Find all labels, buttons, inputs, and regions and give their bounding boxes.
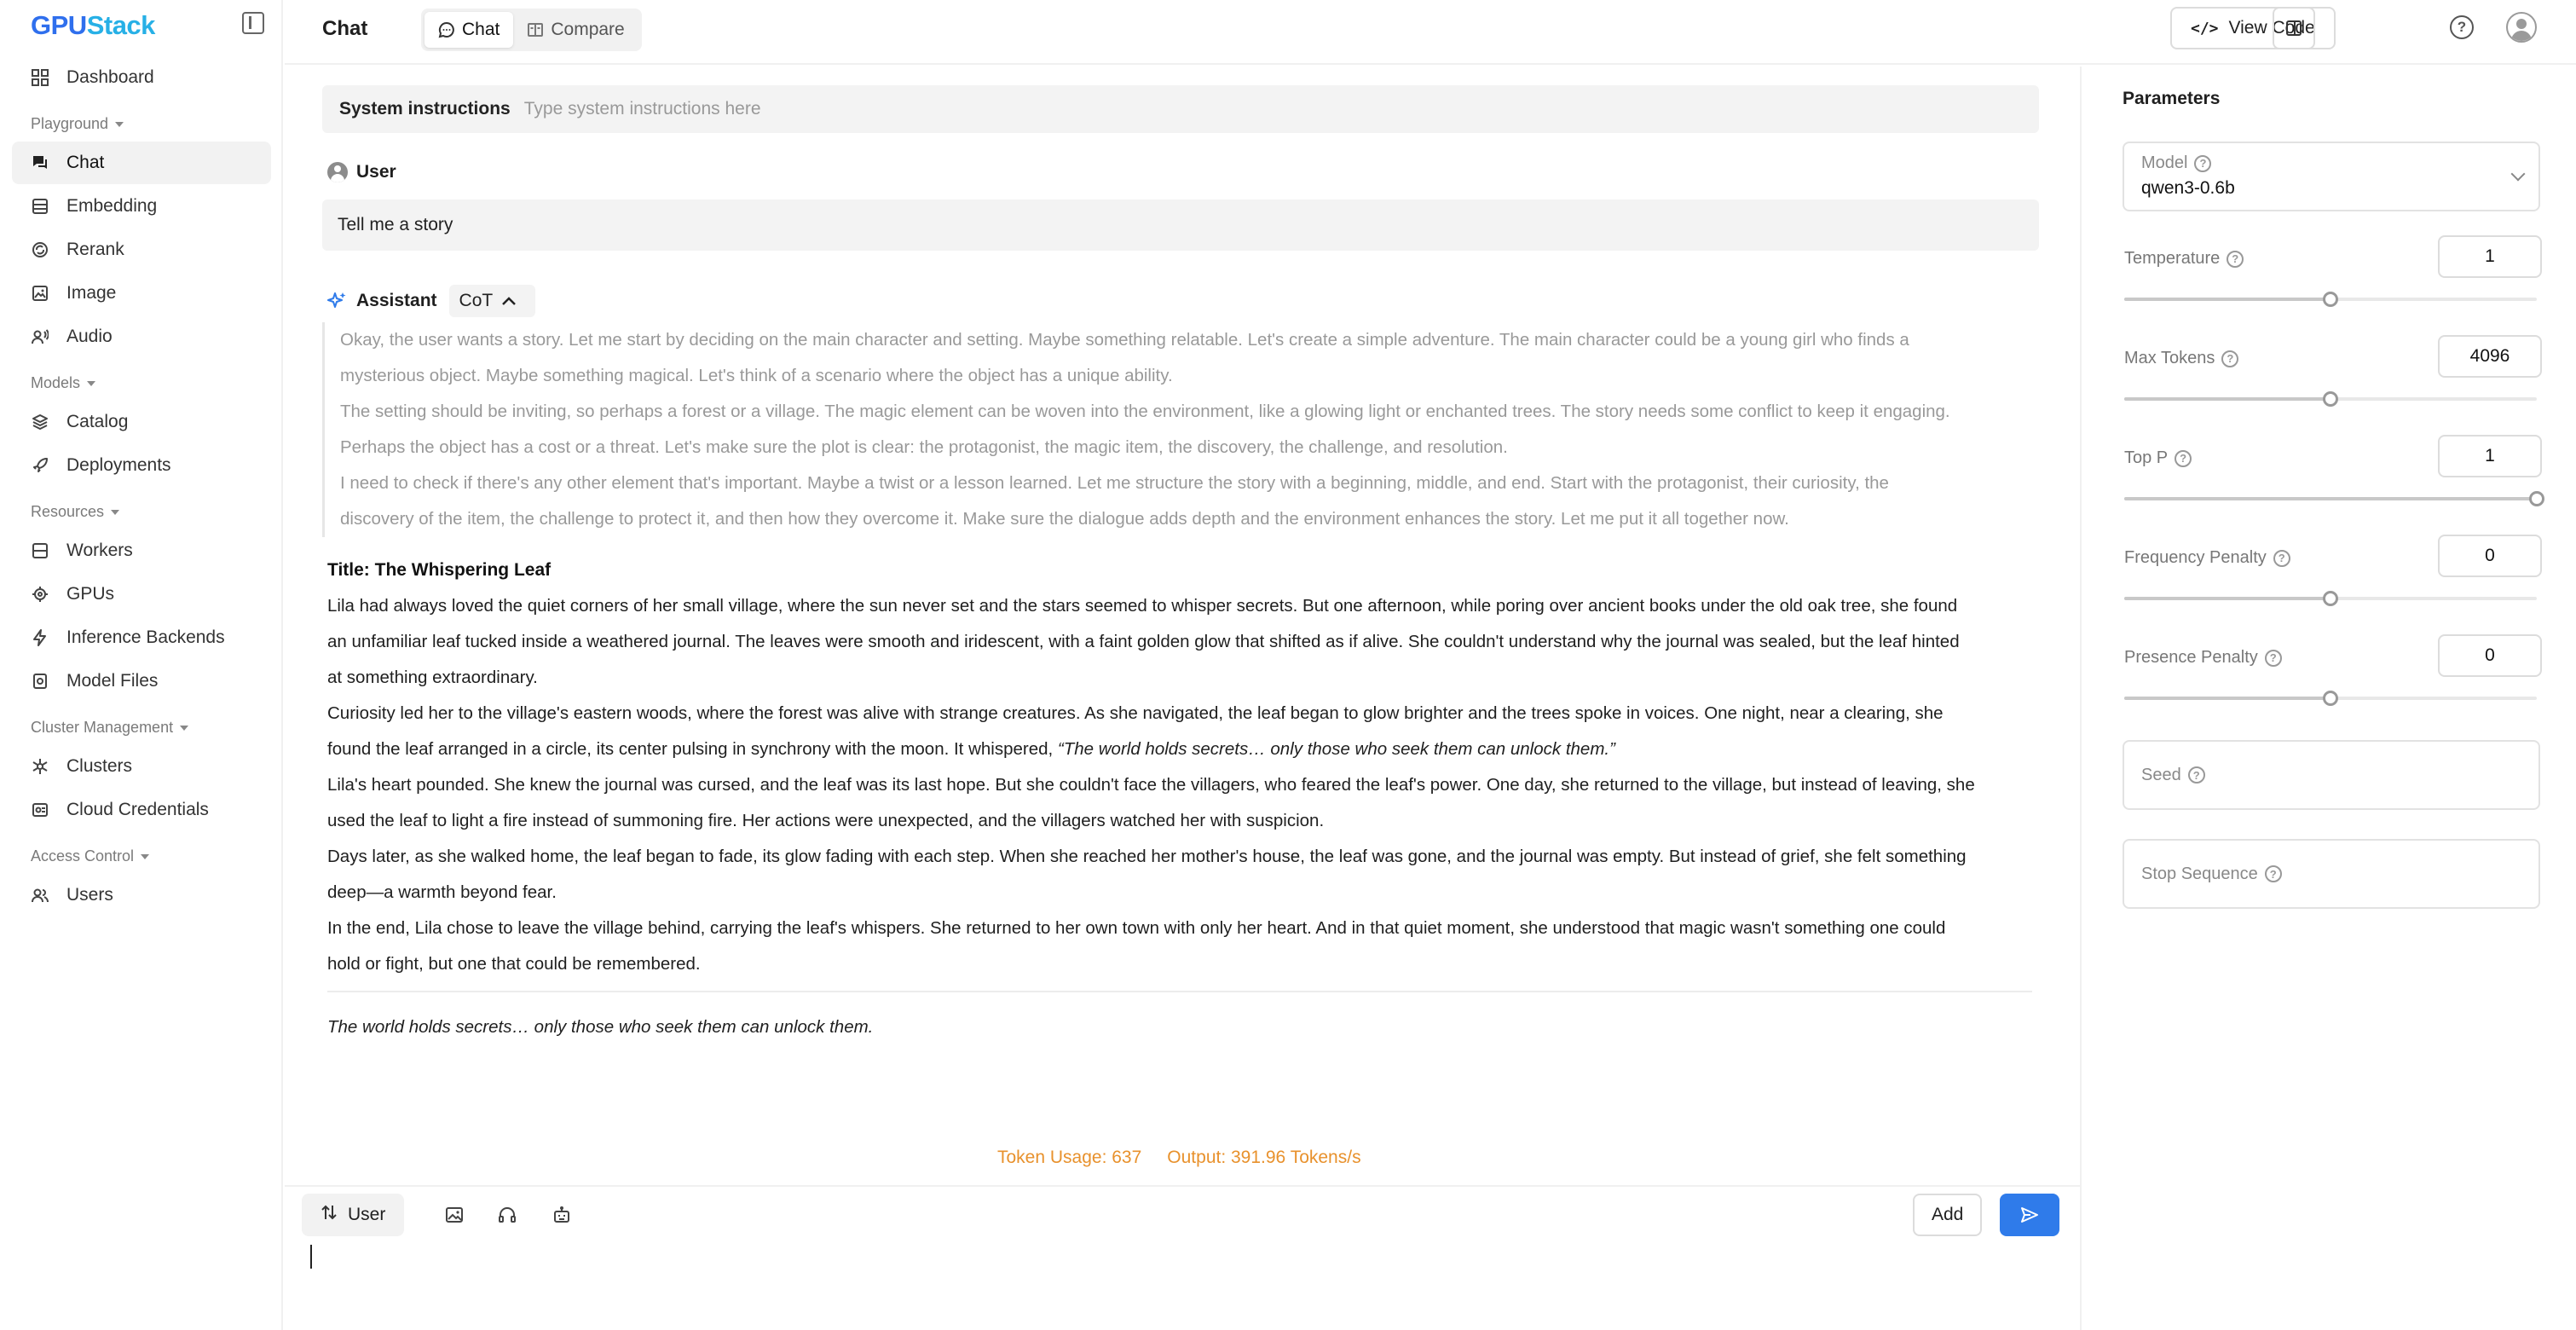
sidebar-item-label: Chat [66, 153, 105, 172]
divider [327, 991, 2032, 992]
chat-icon [31, 153, 49, 172]
param-label: Frequency Penalty [2124, 548, 2267, 567]
audio-icon [31, 327, 49, 346]
thinking-line: Perhaps the object has a cost or a threat. Let's make sure the plot is clear: the protagonist, the magic item, the discovery, the challenge, and resolution. [340, 437, 1508, 457]
thinking-line: Okay, the user wants a story. Let me start by deciding on the main character and setting. Maybe something relatable. Let's create a simple adventure. The main character could be a young girl who finds a [340, 330, 1909, 350]
story-quote: “The world holds secrets… only those who seek them can unlock them.” [1057, 739, 1615, 759]
sidebar-item-workers[interactable] [12, 529, 271, 572]
rerank-icon [31, 240, 49, 259]
image-upload-icon[interactable] [440, 1200, 469, 1229]
stop-sequence-input[interactable] [2123, 839, 2540, 909]
nav-group-cluster-management[interactable] [31, 719, 188, 737]
sidebar-item-label: Model Files [66, 671, 159, 691]
story-text: found the leaf arranged in a circle, its center pulsing in synchrony with the moon. It whispered, [327, 739, 1058, 759]
caret-down-icon [115, 122, 124, 127]
story-line: Curiosity led her to the village's eastern woods, where the forest was alive with strange creatures. As she navigated, the leaf began to glow brighter and the trees spoke in voices. One night, near a clearing, she [327, 703, 1944, 723]
image-icon [31, 284, 49, 303]
logo-gpu: GPU [31, 10, 87, 40]
sidebar-item-rerank[interactable] [12, 228, 271, 271]
sidebar [0, 0, 283, 1330]
presence-penalty-input[interactable]: 0 [2438, 634, 2542, 677]
help-icon[interactable]: ? [2227, 251, 2244, 268]
page-title: Chat [322, 17, 368, 40]
frequency-penalty-input[interactable]: 0 [2438, 535, 2542, 577]
param-label-row [2124, 448, 2192, 468]
frequency-penalty-slider[interactable] [2124, 597, 2537, 600]
slider-thumb[interactable] [2529, 491, 2544, 506]
robot-icon[interactable] [547, 1200, 576, 1229]
sidebar-item-inference-backends[interactable] [12, 616, 271, 659]
slider-fill [2124, 298, 2331, 301]
param-max-tokens [2124, 335, 2542, 403]
dashboard-icon [31, 68, 49, 87]
sidebar-item-label: Embedding [66, 196, 158, 216]
slider-thumb[interactable] [2323, 391, 2338, 407]
sidebar-item-label: Workers [66, 541, 133, 560]
stop-sequence-label: Stop Sequence [2141, 864, 2258, 883]
sidebar-item-label: Catalog [66, 412, 129, 431]
panel-toggle-button[interactable] [2273, 7, 2315, 49]
assistant-answer [327, 552, 2024, 1045]
system-instructions[interactable] [322, 85, 2039, 133]
param-label: Presence Penalty [2124, 648, 2258, 667]
add-message-button[interactable]: Add [1913, 1194, 1982, 1236]
user-message[interactable]: Tell me a story [322, 200, 2039, 251]
help-icon[interactable]: ? [2175, 450, 2192, 467]
help-icon[interactable]: ? [2188, 766, 2205, 784]
sidebar-item-label: Dashboard [66, 67, 154, 87]
sidebar-item-label: Deployments [66, 455, 171, 475]
file-icon [31, 672, 49, 691]
slider-fill [2124, 697, 2331, 700]
sidebar-item-label: Inference Backends [66, 627, 225, 647]
headphones-icon[interactable] [493, 1200, 522, 1229]
model-label-row [2141, 153, 2521, 173]
system-instructions-input[interactable] [524, 99, 2039, 119]
story-line: at something extraordinary. [327, 668, 538, 687]
story-line: Days later, as she walked home, the leaf began to fade, its glow fading with each step. When she reached her mother's house, the leaf was gone, and the journal was empty. But instead of grief, she felt something [327, 847, 1967, 866]
user-avatar-icon [327, 162, 348, 182]
tab-compare[interactable] [513, 12, 638, 48]
chevron-up-icon [501, 296, 517, 306]
thinking-line: The setting should be inviting, so perhaps a forest or a village. The magic element can be woven into the environment, like a glowing light or enchanted trees. The story needs some conflict to keep it engaging. [340, 402, 1950, 421]
sidebar-item-label: Users [66, 885, 113, 905]
logo[interactable] [31, 9, 155, 43]
presence-penalty-slider[interactable] [2124, 697, 2537, 700]
model-select[interactable] [2123, 142, 2540, 211]
composer [285, 1185, 2080, 1330]
user-role-header [327, 162, 396, 182]
slider-fill [2124, 597, 2331, 600]
caret-down-icon [180, 726, 188, 731]
thinking-line: mysterious object. Maybe something magical. Let's think of a scenario where the object has a unique ability. [340, 366, 1173, 385]
help-icon[interactable]: ? [2265, 650, 2282, 667]
tab-label: Chat [462, 20, 500, 39]
users-icon [31, 886, 49, 905]
help-icon[interactable]: ? [2221, 350, 2238, 367]
param-temperature [2124, 235, 2542, 304]
swap-icon [321, 1204, 338, 1226]
sidebar-item-users[interactable] [12, 874, 271, 917]
param-label: Temperature [2124, 249, 2221, 268]
story-line: used the leaf to light a fire instead of summoning fire. Her actions were unexpected, and the villagers watched her with suspicion. [327, 811, 1325, 830]
nav-group-label: Cluster Management [31, 719, 174, 736]
sidebar-item-label: GPUs [66, 584, 115, 604]
thinking-line: I need to check if there's any other element that's important. Maybe a twist or a lesson learned. Let me structure the story with a beginning, middle, and end. Start with the protagonist, their curiosity, the [340, 473, 1889, 493]
story-line: Lila's heart pounded. She knew the journal was cursed, and the leaf was its last hope. But she couldn't face the villagers, who feared the leaf's power. One day, she returned to the village, but instead of leaving, she [327, 775, 1975, 795]
nav-group-playground[interactable] [31, 115, 124, 133]
sidebar-item-image[interactable] [12, 272, 271, 315]
user-role-label: User [356, 162, 396, 182]
tab-label: Compare [551, 20, 625, 39]
token-usage-bar [997, 1148, 1387, 1168]
message-input[interactable] [307, 1243, 2063, 1320]
sidebar-item-label: Clusters [66, 756, 133, 776]
nav-group-resources[interactable] [31, 503, 119, 521]
param-presence-penalty [2124, 634, 2542, 703]
cot-label: CoT [459, 291, 494, 310]
slider-fill [2124, 397, 2331, 401]
param-label: Max Tokens [2124, 349, 2215, 367]
nav-group-access-control[interactable] [31, 847, 149, 865]
sparkle-icon [327, 291, 348, 311]
param-frequency-penalty [2124, 535, 2542, 603]
split-panel-icon [2285, 20, 2302, 37]
parameters-title: Parameters [2123, 89, 2221, 108]
server-icon [31, 541, 49, 560]
view-code-label: View Code [2228, 18, 2315, 38]
mode-tabs [421, 9, 642, 51]
cot-toggle-button[interactable] [449, 285, 536, 317]
param-top-p [2124, 435, 2542, 503]
thinking-line: discovery of the item, the challenge to protect it, and then how they overcome it. Make sure the dialogue adds depth and the environment enhances the story. Let me put it all together now. [340, 509, 1789, 529]
nav-group-models[interactable] [31, 374, 95, 392]
nav-group-label: Access Control [31, 847, 135, 864]
tab-chat[interactable] [425, 12, 513, 48]
cluster-icon [31, 757, 49, 776]
help-icon[interactable]: ? [2450, 15, 2474, 39]
sidebar-item-label: Audio [66, 327, 113, 346]
chat-panel [285, 66, 2080, 1175]
chat-bubble-icon [438, 21, 455, 38]
story-line: an unfamiliar leaf tucked inside a weathered journal. The leaves were smooth and iridescent, with a faint golden glow that shifted as if alive. She couldn't understand why the journal was sealed, but the leaf hinted [327, 632, 1960, 651]
max-tokens-slider[interactable] [2124, 397, 2537, 401]
sidebar-item-clusters[interactable] [12, 745, 271, 788]
param-label: Top P [2124, 448, 2169, 467]
temperature-input[interactable]: 1 [2438, 235, 2542, 278]
rocket-icon [31, 456, 49, 475]
compare-icon [527, 21, 544, 38]
seed-input[interactable] [2123, 740, 2540, 810]
credentials-icon [31, 801, 49, 819]
slider-thumb[interactable] [2323, 591, 2338, 606]
code-icon: </> [2191, 19, 2219, 38]
model-value: qwen3-0.6b [2141, 178, 2235, 198]
help-icon[interactable]: ? [2194, 155, 2211, 172]
sidebar-item-label: Cloud Credentials [66, 800, 209, 819]
top-p-slider[interactable] [2124, 497, 2537, 500]
sidebar-item-label: Rerank [66, 240, 124, 259]
role-switch-button[interactable] [302, 1194, 404, 1236]
send-button[interactable] [2000, 1194, 2059, 1236]
closing-quote: The world holds secrets… only those who seek them can unlock them. [327, 1017, 874, 1037]
top-bar [285, 0, 2576, 65]
story-line: In the end, Lila chose to leave the village behind, carrying the leaf's whispers. She returned to her own town with only her heart. And in that quiet moment, she understood that magic wasn't something one could [327, 918, 1946, 938]
param-label-row [2124, 349, 2238, 368]
sidebar-item-deployments[interactable] [12, 444, 271, 487]
caret-down-icon [111, 510, 119, 515]
sidebar-item-audio[interactable] [12, 315, 271, 358]
sidebar-item-dashboard[interactable] [12, 56, 271, 99]
caret-down-icon [87, 381, 95, 386]
logo-stack: Stack [86, 10, 155, 40]
sidebar-item-label: Image [66, 283, 117, 303]
sidebar-item-embedding[interactable] [12, 185, 271, 228]
story-line: deep—a warmth beyond fear. [327, 882, 557, 902]
nav-group-label: Resources [31, 503, 105, 520]
param-label-row [2124, 249, 2244, 269]
temperature-slider[interactable] [2124, 298, 2537, 301]
embedding-icon [31, 197, 49, 216]
top-p-input[interactable]: 1 [2438, 435, 2542, 477]
help-icon[interactable]: ? [2265, 865, 2282, 882]
sidebar-item-catalog[interactable] [12, 401, 271, 443]
sidebar-item-cloud-credentials[interactable] [12, 789, 271, 831]
story-line [327, 732, 2024, 767]
assistant-role-header [327, 285, 535, 317]
role-switch-label: User [348, 1205, 386, 1224]
system-instructions-label: System instructions [339, 99, 511, 119]
output-speed: Output: 391.96 Tokens/s [1167, 1148, 1361, 1167]
lightning-icon [31, 628, 49, 647]
seed-label: Seed [2141, 765, 2181, 784]
sidebar-item-model-files[interactable] [12, 660, 271, 703]
slider-thumb[interactable] [2323, 292, 2338, 307]
story-line: hold or fight, but one that could be remembered. [327, 954, 701, 974]
catalog-icon [31, 413, 49, 431]
max-tokens-input[interactable]: 4096 [2438, 335, 2542, 378]
caret-down-icon [141, 854, 149, 859]
sidebar-item-chat[interactable] [12, 142, 271, 184]
nav-group-label: Playground [31, 115, 109, 132]
story-title: Title: The Whispering Leaf [327, 560, 552, 580]
cot-thinking-block [322, 322, 2019, 537]
token-usage: Token Usage: 637 [997, 1148, 1142, 1167]
param-label-row [2124, 648, 2282, 668]
sidebar-collapse-icon[interactable] [242, 12, 264, 34]
help-icon[interactable]: ? [2273, 550, 2290, 567]
assistant-role-label: Assistant [356, 291, 437, 310]
story-line: Lila had always loved the quiet corners of her small village, where the sun never set and the stars seemed to whisper secrets. But one afternoon, while poring over ancient books under the old oak tree, she found [327, 596, 1958, 616]
nav-group-label: Models [31, 374, 81, 391]
parameters-panel [2080, 66, 2576, 1330]
model-label: Model [2141, 153, 2188, 172]
chip-icon [31, 585, 49, 604]
param-label-row [2124, 548, 2290, 568]
send-icon [2019, 1205, 2040, 1225]
user-avatar[interactable] [2506, 12, 2537, 43]
slider-fill [2124, 497, 2537, 500]
slider-thumb[interactable] [2323, 691, 2338, 706]
sidebar-item-gpus[interactable] [12, 573, 271, 616]
